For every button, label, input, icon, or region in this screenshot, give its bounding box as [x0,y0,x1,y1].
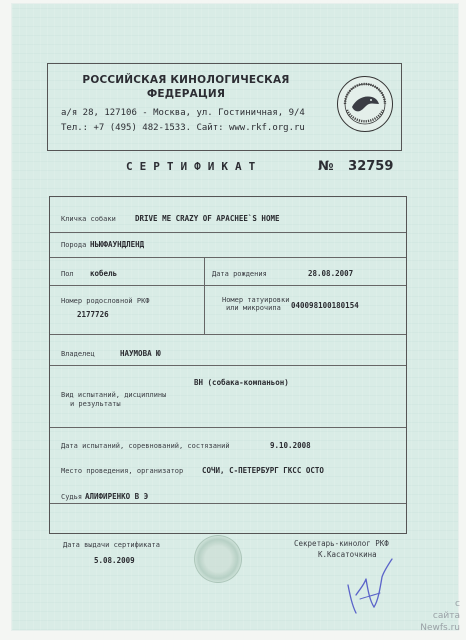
chip-value: 040098100180154 [291,301,359,310]
judge-label: Судья [61,493,83,501]
certificate-title: СЕРТИФИКАТ [126,160,263,173]
site-watermark [420,598,460,634]
breed-value: НЬЮФАУНДЛЕНД [90,240,145,249]
sex-value: кобель [90,269,118,278]
breed-label: Порода [61,241,87,249]
certificate-number [318,159,393,174]
trial-date-value: 9.10.2008 [270,441,311,450]
nickname-value: DRIVE ME CRAZY OF APACHEE`S HOME [135,214,280,223]
secretary-signature [340,555,400,617]
row-divider [50,427,406,428]
row-divider [50,285,406,286]
pedigree-label: Номер родословной РКФ [61,297,150,305]
trial-label-1: Вид испытаний, дисциплины [61,391,167,399]
owner-value: НАУМОВА Ю [120,349,161,358]
owner-label: Владелец [61,350,95,358]
official-stamp [194,535,242,583]
secretary-label: Секретарь-кинолог РКФ [294,539,389,548]
watermark-line2: сайта [432,611,460,621]
dog-head-icon [338,77,392,131]
org-address: а/я 28, 127106 - Москва, ул. Гостиничная, 9/4 [61,108,305,118]
birth-date-value: 28.08.2007 [308,269,354,278]
sex-label: Пол [61,270,74,278]
watermark-line3: Newfs.ru [420,623,460,633]
federation-header [47,63,402,151]
watermark-line1: с [455,599,460,609]
place-label: Место проведения, организатор [61,467,184,475]
org-name-line1: РОССИЙСКАЯ КИНОЛОГИЧЕСКАЯ [82,74,290,86]
number-value: 32759 [348,159,394,174]
row-divider [50,365,406,366]
chip-label-2: или микрочипа [226,304,281,312]
judge-value: АЛИФИРЕНКО В Э [85,492,149,501]
rkf-emblem-logo [337,76,393,132]
org-contacts: Тел.: +7 (495) 482-1533. Сайт: www.rkf.org.ru [61,123,305,133]
trial-value: BH (собака-компаньон) [194,378,289,387]
pedigree-value: 2177726 [77,310,109,319]
trial-label-2: и результаты [70,400,121,408]
chip-label-1: Номер татуировки [222,296,290,304]
row-divider [50,334,406,335]
org-name-line2: ФЕДЕРАЦИЯ [146,88,226,100]
number-sign: № [318,159,334,174]
certificate-details-table [49,196,407,534]
birth-date-label: Дата рождения [212,270,267,278]
row-divider [50,257,406,258]
trial-date-label: Дата испытаний, соревнований, состязаний [61,442,230,450]
column-divider [204,257,205,334]
issue-date-value: 5.08.2009 [94,556,135,565]
nickname-label: Кличка собаки [61,215,116,223]
place-value: СОЧИ, С-ПЕТЕРБУРГ ГКСС ОСТО [202,466,324,475]
issue-date-label: Дата выдачи сертификата [63,541,160,549]
row-divider [50,232,406,233]
row-divider [50,503,406,504]
secretary-name: К.Касаточкина [318,550,377,559]
